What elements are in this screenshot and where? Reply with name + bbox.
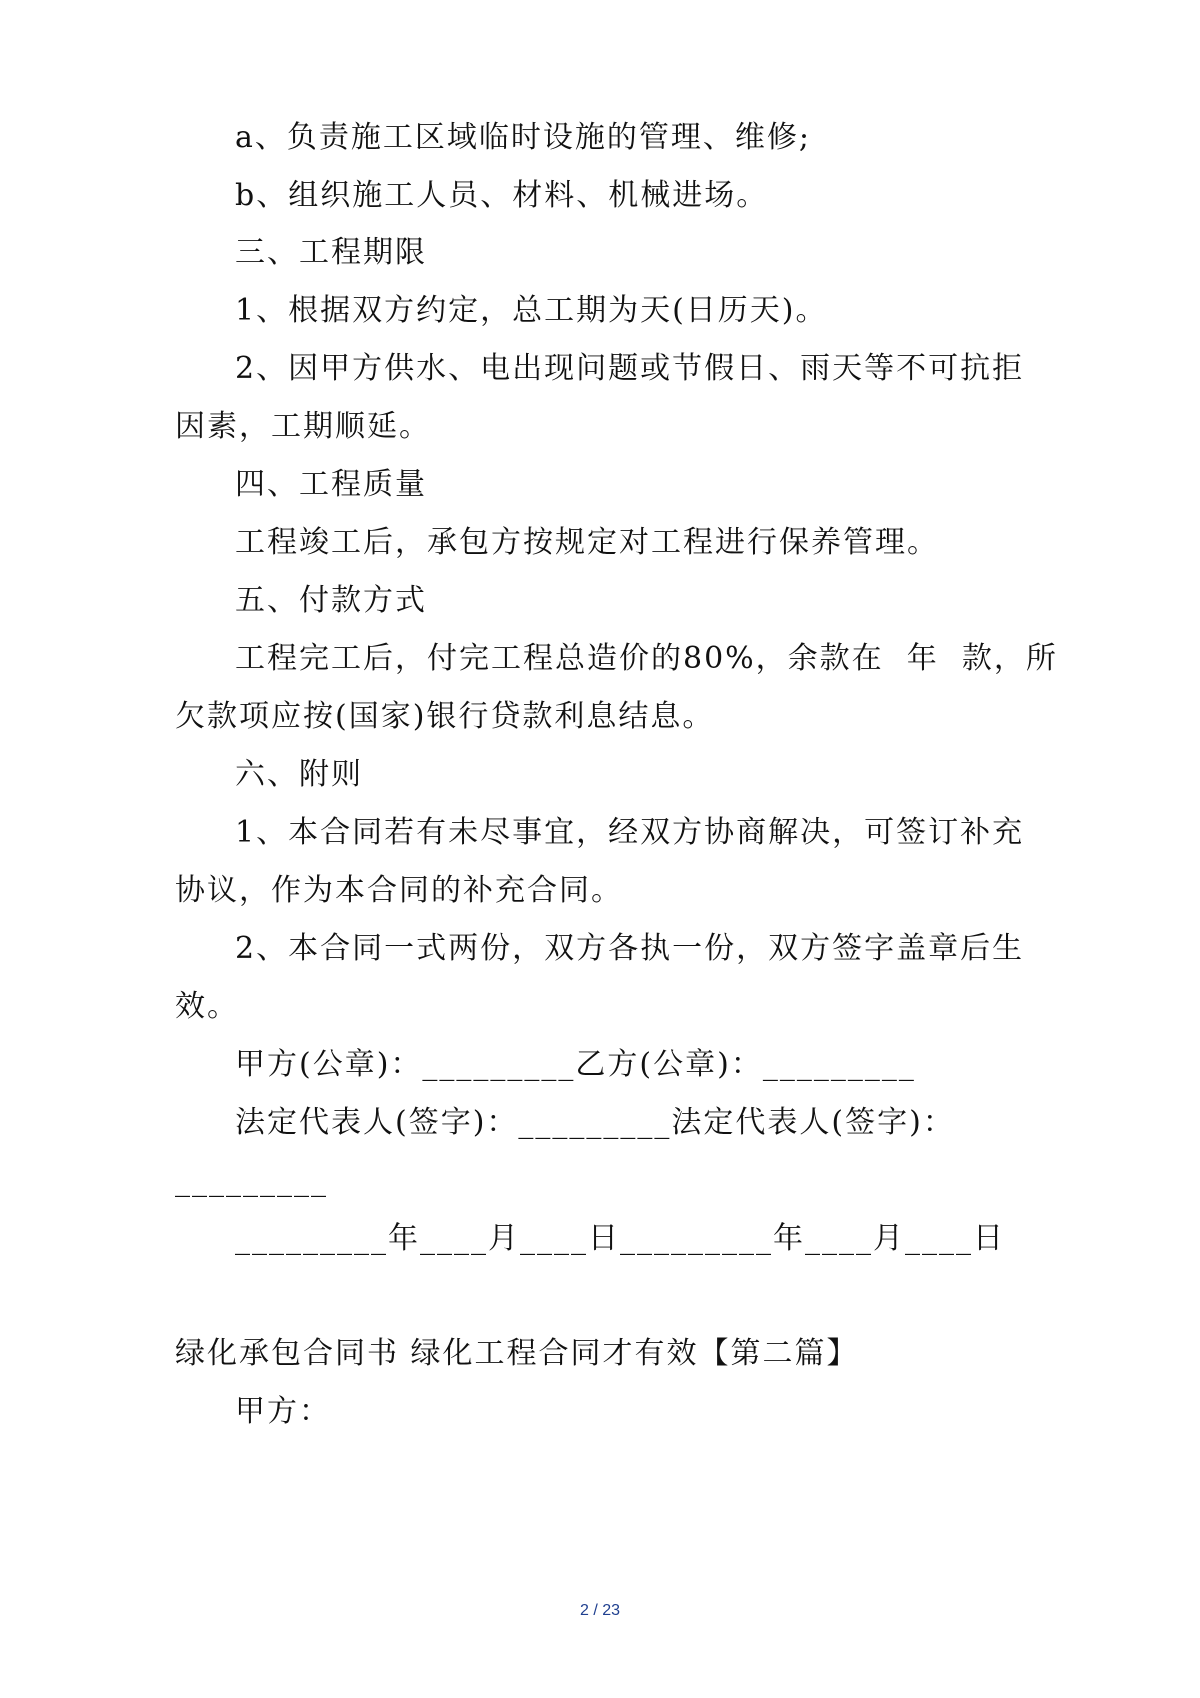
party-a-label: 甲方：	[235, 1394, 331, 1429]
text-line: 效。	[175, 989, 239, 1024]
text-line: 工程竣工后，承包方按规定对工程进行保养管理。	[235, 525, 939, 560]
section-heading: 六、附则	[235, 757, 363, 792]
section-heading: 五、付款方式	[235, 583, 427, 618]
signature-line-representative: 法定代表人(签字)：_________法定代表人(签字)：	[235, 1105, 955, 1140]
text-line: 欠款项应按(国家)银行贷款利息结息。	[175, 699, 715, 734]
signature-blank: _________	[175, 1163, 328, 1198]
text-line: a、负责施工区域临时设施的管理、维修;	[235, 120, 811, 155]
page-number: 2 / 23	[579, 1602, 621, 1619]
text-line: 2、本合同一式两份，双方各执一份，双方签字盖章后生	[235, 931, 1025, 966]
signature-line-seal: 甲方(公章)：_________乙方(公章)：_________	[235, 1047, 916, 1082]
text-line: b、组织施工人员、材料、机械进场。	[235, 178, 769, 213]
text-line: 工程完工后，付完工程总造价的80%，余款在 年 款，所	[235, 641, 1058, 676]
text-line: 1、根据双方约定，总工期为天(日历天)。	[235, 293, 828, 328]
date-line: _________年____月____日_________年____月____日	[235, 1221, 1005, 1256]
text-line: 因素，工期顺延。	[175, 409, 431, 444]
text-line: 1、本合同若有未尽事宜，经双方协商解决，可签订补充	[235, 815, 1025, 850]
text-line: 2、因甲方供水、电出现问题或节假日、雨天等不可抗拒	[235, 351, 1025, 386]
section-heading: 四、工程质量	[235, 467, 427, 502]
article-title: 绿化承包合同书 绿化工程合同才有效【第二篇】	[175, 1336, 859, 1371]
section-heading: 三、工程期限	[235, 235, 427, 270]
text-line: 协议，作为本合同的补充合同。	[175, 873, 623, 908]
